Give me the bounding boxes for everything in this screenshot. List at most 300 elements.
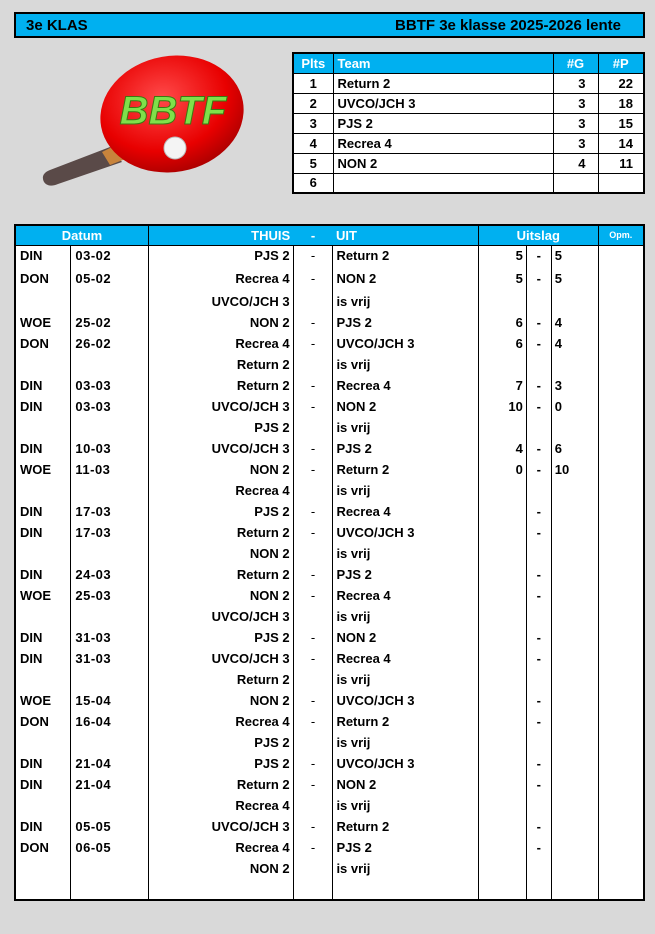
- standings-team: Return 2: [333, 73, 553, 93]
- match-away-team: PJS 2: [333, 312, 479, 333]
- match-separator: -: [293, 648, 333, 669]
- match-separator: [293, 480, 333, 501]
- schedule-header-row: [15, 225, 644, 245]
- match-score-home: [479, 522, 527, 543]
- match-score-home: 5: [479, 245, 527, 266]
- match-score-separator: -: [526, 816, 551, 837]
- match-score-home: 10: [479, 396, 527, 417]
- match-home-team: Return 2: [149, 774, 294, 795]
- match-home-team: PJS 2: [149, 627, 294, 648]
- match-score-separator: -: [526, 375, 551, 396]
- match-score-home: [479, 837, 527, 858]
- match-score-away: 0: [551, 396, 598, 417]
- standings-table: [292, 52, 645, 194]
- match-day: [15, 879, 71, 900]
- match-score-home: 7: [479, 375, 527, 396]
- match-remarks: [598, 585, 644, 606]
- match-remarks: [598, 627, 644, 648]
- match-home-team: NON 2: [149, 585, 294, 606]
- match-remarks: [598, 774, 644, 795]
- match-date: [71, 606, 149, 627]
- match-away-team: Recrea 4: [333, 648, 479, 669]
- match-score-separator: -: [526, 627, 551, 648]
- header-bar: [14, 12, 645, 38]
- match-home-team: Recrea 4: [149, 333, 294, 354]
- match-row: [15, 312, 644, 333]
- standings-games: 3: [553, 73, 598, 93]
- match-separator: -: [293, 627, 333, 648]
- match-row: [15, 648, 644, 669]
- match-remarks: [598, 312, 644, 333]
- match-row: [15, 795, 644, 816]
- match-score-away: [551, 816, 598, 837]
- match-score-away: [551, 879, 598, 900]
- match-remarks: [598, 459, 644, 480]
- match-remarks: [598, 837, 644, 858]
- match-separator: [293, 543, 333, 564]
- match-day: DIN: [15, 501, 71, 522]
- match-row: [15, 266, 644, 291]
- match-score-away: 4: [551, 333, 598, 354]
- match-date: 16-04: [71, 711, 149, 732]
- match-day: DIN: [15, 753, 71, 774]
- standings-team: Recrea 4: [333, 133, 553, 153]
- match-separator: -: [293, 564, 333, 585]
- match-home-team: Return 2: [149, 564, 294, 585]
- match-day: WOE: [15, 312, 71, 333]
- standings-games: 3: [553, 133, 598, 153]
- match-score-separator: -: [526, 312, 551, 333]
- match-score-away: 5: [551, 266, 598, 291]
- match-score-home: [479, 291, 527, 312]
- match-day: DON: [15, 711, 71, 732]
- match-remarks: [598, 858, 644, 879]
- match-home-team: UVCO/JCH 3: [149, 648, 294, 669]
- standings-points: 14: [598, 133, 644, 153]
- match-remarks: [598, 438, 644, 459]
- standings-row: [293, 113, 644, 133]
- match-separator: [293, 669, 333, 690]
- match-score-away: [551, 606, 598, 627]
- match-row: [15, 459, 644, 480]
- match-remarks: [598, 732, 644, 753]
- match-date: 15-04: [71, 690, 149, 711]
- match-date: 24-03: [71, 564, 149, 585]
- match-home-team: Return 2: [149, 669, 294, 690]
- match-remarks: [598, 669, 644, 690]
- match-away-team: PJS 2: [333, 564, 479, 585]
- match-score-home: [479, 669, 527, 690]
- match-score-home: 0: [479, 459, 527, 480]
- col-games: #G: [553, 53, 598, 73]
- standings-header-row: [293, 53, 644, 73]
- bbtf-paddle-logo: [40, 52, 245, 187]
- standings-points: 18: [598, 93, 644, 113]
- match-away-team: [333, 879, 479, 900]
- match-row: [15, 522, 644, 543]
- match-day: DIN: [15, 375, 71, 396]
- match-score-separator: -: [526, 396, 551, 417]
- match-score-home: [479, 417, 527, 438]
- match-remarks: [598, 375, 644, 396]
- match-score-away: [551, 711, 598, 732]
- match-score-away: [551, 543, 598, 564]
- match-date: 21-04: [71, 774, 149, 795]
- match-remarks: [598, 690, 644, 711]
- match-separator: [293, 858, 333, 879]
- match-day: DIN: [15, 648, 71, 669]
- match-score-home: [479, 858, 527, 879]
- match-row: [15, 245, 644, 266]
- match-score-separator: -: [526, 459, 551, 480]
- match-score-away: [551, 753, 598, 774]
- match-date: 25-02: [71, 312, 149, 333]
- match-row: [15, 438, 644, 459]
- match-home-team: PJS 2: [149, 753, 294, 774]
- match-row: [15, 858, 644, 879]
- match-day: DON: [15, 266, 71, 291]
- match-row: [15, 879, 644, 900]
- match-day: [15, 480, 71, 501]
- match-date: 03-02: [71, 245, 149, 266]
- match-score-separator: [526, 795, 551, 816]
- match-score-away: [551, 858, 598, 879]
- match-separator: -: [293, 816, 333, 837]
- match-away-team: is vrij: [333, 858, 479, 879]
- match-score-away: [551, 669, 598, 690]
- match-score-away: [551, 585, 598, 606]
- match-away-team: PJS 2: [333, 438, 479, 459]
- match-date: [71, 543, 149, 564]
- match-score-home: [479, 354, 527, 375]
- match-score-separator: [526, 858, 551, 879]
- match-day: [15, 795, 71, 816]
- match-score-separator: [526, 879, 551, 900]
- match-remarks: [598, 266, 644, 291]
- match-score-away: [551, 627, 598, 648]
- match-score-away: [551, 774, 598, 795]
- match-date: 10-03: [71, 438, 149, 459]
- match-home-team: UVCO/JCH 3: [149, 438, 294, 459]
- standings-points: [598, 173, 644, 193]
- match-score-separator: -: [526, 648, 551, 669]
- match-remarks: [598, 354, 644, 375]
- standings-place: 1: [293, 73, 333, 93]
- match-score-separator: -: [526, 438, 551, 459]
- match-date: [71, 354, 149, 375]
- match-remarks: [598, 522, 644, 543]
- match-away-team: UVCO/JCH 3: [333, 333, 479, 354]
- match-row: [15, 396, 644, 417]
- match-score-away: [551, 522, 598, 543]
- match-remarks: [598, 564, 644, 585]
- match-score-home: [479, 774, 527, 795]
- schedule-table: [14, 224, 645, 901]
- match-row: [15, 501, 644, 522]
- match-separator: [293, 291, 333, 312]
- match-separator: [293, 732, 333, 753]
- match-away-team: is vrij: [333, 606, 479, 627]
- match-day: WOE: [15, 585, 71, 606]
- logo-text: BBTF: [119, 89, 227, 133]
- match-score-away: [551, 690, 598, 711]
- match-score-home: [479, 501, 527, 522]
- match-away-team: Recrea 4: [333, 375, 479, 396]
- match-row: [15, 711, 644, 732]
- match-separator: -: [293, 585, 333, 606]
- standings-row: [293, 73, 644, 93]
- match-date: 05-05: [71, 816, 149, 837]
- match-date: 05-02: [71, 266, 149, 291]
- match-remarks: [598, 291, 644, 312]
- match-home-team: UVCO/JCH 3: [149, 291, 294, 312]
- match-score-home: 4: [479, 438, 527, 459]
- match-away-team: NON 2: [333, 266, 479, 291]
- match-score-separator: [526, 669, 551, 690]
- match-home-team: UVCO/JCH 3: [149, 396, 294, 417]
- match-away-team: UVCO/JCH 3: [333, 690, 479, 711]
- match-remarks: [598, 711, 644, 732]
- match-date: 11-03: [71, 459, 149, 480]
- match-home-team: UVCO/JCH 3: [149, 816, 294, 837]
- match-score-home: [479, 732, 527, 753]
- match-day: DIN: [15, 564, 71, 585]
- standings-row: [293, 93, 644, 113]
- standings-team: NON 2: [333, 153, 553, 173]
- match-row: [15, 837, 644, 858]
- match-away-team: is vrij: [333, 795, 479, 816]
- match-separator: [293, 417, 333, 438]
- standings-row: [293, 173, 644, 193]
- match-remarks: [598, 648, 644, 669]
- match-away-team: Recrea 4: [333, 585, 479, 606]
- match-score-away: [551, 648, 598, 669]
- match-remarks: [598, 417, 644, 438]
- match-away-team: Return 2: [333, 816, 479, 837]
- match-row: [15, 753, 644, 774]
- match-away-team: UVCO/JCH 3: [333, 522, 479, 543]
- match-day: DIN: [15, 396, 71, 417]
- match-score-separator: [526, 417, 551, 438]
- match-date: [71, 795, 149, 816]
- match-day: DIN: [15, 438, 71, 459]
- match-home-team: Return 2: [149, 375, 294, 396]
- match-day: [15, 606, 71, 627]
- match-separator: -: [293, 690, 333, 711]
- match-separator: -: [293, 459, 333, 480]
- match-score-home: [479, 816, 527, 837]
- match-date: [71, 732, 149, 753]
- match-away-team: is vrij: [333, 480, 479, 501]
- match-home-team: UVCO/JCH 3: [149, 606, 294, 627]
- standings-points: 15: [598, 113, 644, 133]
- class-label: 3e KLAS: [26, 17, 88, 34]
- match-remarks: [598, 879, 644, 900]
- match-score-separator: -: [526, 522, 551, 543]
- match-away-team: is vrij: [333, 543, 479, 564]
- standings-points: 11: [598, 153, 644, 173]
- page-title: BBTF 3e klasse 2025-2026 lente: [395, 17, 621, 34]
- match-score-away: [551, 501, 598, 522]
- match-day: WOE: [15, 690, 71, 711]
- match-day: [15, 354, 71, 375]
- standings-place: 5: [293, 153, 333, 173]
- match-separator: -: [293, 333, 333, 354]
- match-row: [15, 480, 644, 501]
- match-remarks: [598, 795, 644, 816]
- match-home-team: Recrea 4: [149, 795, 294, 816]
- match-score-away: [551, 480, 598, 501]
- match-score-separator: -: [526, 564, 551, 585]
- match-score-separator: -: [526, 266, 551, 291]
- match-away-team: Return 2: [333, 459, 479, 480]
- match-score-separator: -: [526, 774, 551, 795]
- match-date: [71, 858, 149, 879]
- match-row: [15, 585, 644, 606]
- match-away-team: Return 2: [333, 711, 479, 732]
- match-date: [71, 669, 149, 690]
- ball-icon: [164, 137, 186, 159]
- match-separator: -: [293, 312, 333, 333]
- match-day: [15, 291, 71, 312]
- match-away-team: NON 2: [333, 627, 479, 648]
- match-score-home: [479, 753, 527, 774]
- match-remarks: [598, 480, 644, 501]
- col-home: THUIS: [149, 225, 294, 245]
- standings-points: 22: [598, 73, 644, 93]
- match-separator: -: [293, 245, 333, 266]
- standings-games: [553, 173, 598, 193]
- match-date: 06-05: [71, 837, 149, 858]
- match-score-separator: -: [526, 711, 551, 732]
- match-remarks: [598, 543, 644, 564]
- match-day: DIN: [15, 816, 71, 837]
- match-away-team: is vrij: [333, 291, 479, 312]
- match-score-separator: -: [526, 585, 551, 606]
- match-away-team: Return 2: [333, 245, 479, 266]
- standings-team: UVCO/JCH 3: [333, 93, 553, 113]
- match-separator: [293, 879, 333, 900]
- match-date: 25-03: [71, 585, 149, 606]
- match-row: [15, 627, 644, 648]
- match-separator: -: [293, 753, 333, 774]
- match-row: [15, 774, 644, 795]
- standings-place: 3: [293, 113, 333, 133]
- match-score-home: [479, 711, 527, 732]
- match-row: [15, 564, 644, 585]
- standings-place: 2: [293, 93, 333, 113]
- match-score-home: [479, 795, 527, 816]
- col-result: Uitslag: [479, 225, 599, 245]
- match-home-team: NON 2: [149, 459, 294, 480]
- match-away-team: NON 2: [333, 774, 479, 795]
- standings-place: 6: [293, 173, 333, 193]
- match-score-away: 3: [551, 375, 598, 396]
- match-away-team: PJS 2: [333, 837, 479, 858]
- match-row: [15, 732, 644, 753]
- match-separator: -: [293, 375, 333, 396]
- match-separator: [293, 795, 333, 816]
- match-row: [15, 543, 644, 564]
- match-remarks: [598, 816, 644, 837]
- col-place: Plts: [293, 53, 333, 73]
- match-row: [15, 354, 644, 375]
- match-score-away: 5: [551, 245, 598, 266]
- match-home-team: Return 2: [149, 354, 294, 375]
- match-home-team: PJS 2: [149, 245, 294, 266]
- match-score-away: [551, 795, 598, 816]
- match-date: 03-03: [71, 375, 149, 396]
- match-home-team: Recrea 4: [149, 266, 294, 291]
- match-row: [15, 606, 644, 627]
- match-day: [15, 732, 71, 753]
- match-day: DIN: [15, 245, 71, 266]
- standings-games: 4: [553, 153, 598, 173]
- match-away-team: UVCO/JCH 3: [333, 753, 479, 774]
- match-away-team: is vrij: [333, 732, 479, 753]
- match-home-team: NON 2: [149, 312, 294, 333]
- match-separator: -: [293, 396, 333, 417]
- match-date: 31-03: [71, 648, 149, 669]
- match-date: 21-04: [71, 753, 149, 774]
- match-remarks: [598, 333, 644, 354]
- match-day: WOE: [15, 459, 71, 480]
- standings-team: [333, 173, 553, 193]
- standings-row: [293, 133, 644, 153]
- match-score-away: [551, 417, 598, 438]
- match-score-separator: -: [526, 837, 551, 858]
- match-date: 03-03: [71, 396, 149, 417]
- match-score-separator: [526, 732, 551, 753]
- match-row: [15, 291, 644, 312]
- match-away-team: is vrij: [333, 669, 479, 690]
- standings-place: 4: [293, 133, 333, 153]
- match-day: DIN: [15, 627, 71, 648]
- match-score-away: 6: [551, 438, 598, 459]
- match-row: [15, 816, 644, 837]
- match-score-home: [479, 690, 527, 711]
- match-score-away: [551, 732, 598, 753]
- standings-games: 3: [553, 113, 598, 133]
- match-score-separator: -: [526, 245, 551, 266]
- match-day: DIN: [15, 774, 71, 795]
- match-separator: -: [293, 774, 333, 795]
- standings-games: 3: [553, 93, 598, 113]
- col-team: Team: [333, 53, 553, 73]
- match-date: 26-02: [71, 333, 149, 354]
- match-remarks: [598, 501, 644, 522]
- match-score-home: [479, 480, 527, 501]
- match-home-team: NON 2: [149, 543, 294, 564]
- match-separator: [293, 606, 333, 627]
- match-away-team: is vrij: [333, 354, 479, 375]
- match-remarks: [598, 753, 644, 774]
- match-score-away: [551, 837, 598, 858]
- match-date: [71, 417, 149, 438]
- match-score-home: [479, 543, 527, 564]
- match-home-team: Recrea 4: [149, 480, 294, 501]
- match-away-team: is vrij: [333, 417, 479, 438]
- col-dash: -: [293, 225, 333, 245]
- match-away-team: Recrea 4: [333, 501, 479, 522]
- match-day: [15, 543, 71, 564]
- match-score-away: 4: [551, 312, 598, 333]
- match-score-separator: -: [526, 690, 551, 711]
- col-date: Datum: [15, 225, 149, 245]
- match-score-home: [479, 606, 527, 627]
- match-separator: [293, 354, 333, 375]
- match-score-separator: -: [526, 333, 551, 354]
